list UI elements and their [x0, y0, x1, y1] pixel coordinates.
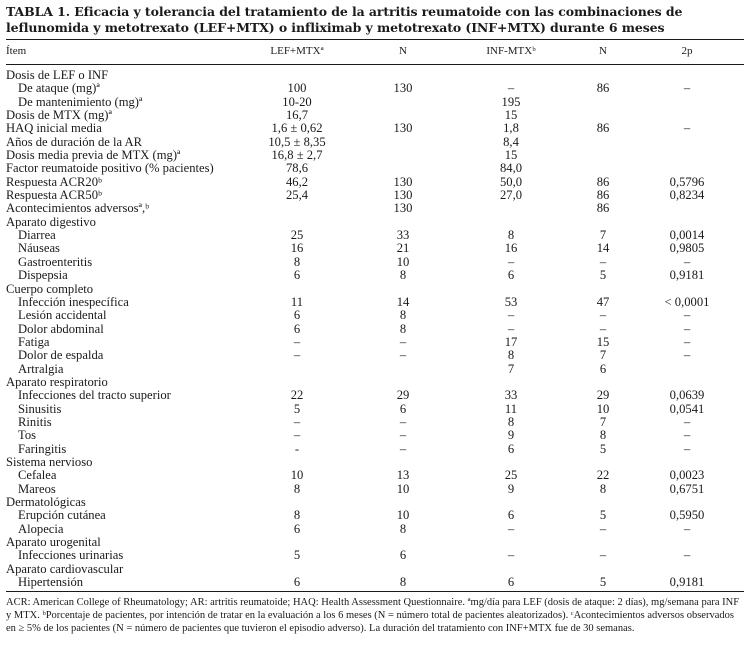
row-label: Factor reumatoide positivo (% pacientes)	[6, 161, 214, 176]
row-label: Dolor abdominal	[18, 321, 104, 336]
table-row	[6, 363, 744, 376]
row-cell	[234, 456, 360, 469]
table-row	[6, 96, 744, 109]
row-cell: 84,0	[499, 161, 523, 176]
row-cell: 22	[290, 388, 304, 403]
row-cell: 8	[507, 414, 515, 429]
row-cell: 33	[396, 228, 410, 243]
document-page	[6, 0, 744, 656]
row-label: Sinusitis	[18, 401, 62, 416]
table-body	[6, 65, 744, 590]
row-cell: 5	[293, 401, 301, 416]
row-cell: 15	[596, 334, 610, 349]
header-inf-mtx: INF-MTXᵇ	[486, 45, 536, 57]
row-cell	[576, 376, 630, 389]
row-cell	[234, 363, 360, 376]
row-cell	[360, 109, 446, 122]
row-cell: –	[293, 334, 301, 349]
row-cell: 16	[290, 241, 304, 256]
row-cell: 27,0	[499, 188, 523, 203]
table-row	[6, 496, 744, 509]
row-cell: 10	[396, 254, 410, 269]
row-cell	[234, 283, 360, 296]
row-cell: 5	[599, 575, 607, 590]
row-cell: 8	[293, 481, 301, 496]
row-cell: 0,9181	[669, 575, 705, 590]
table-row	[6, 549, 744, 562]
header-lef-mtx: LEF+MTXª	[270, 45, 324, 57]
table-row	[6, 122, 744, 135]
row-label: De ataque (mg)ª	[18, 81, 100, 96]
row-cell: 15	[504, 148, 518, 163]
row-cell: 16,7	[285, 108, 309, 123]
row-cell	[576, 109, 630, 122]
row-cell: 17	[504, 334, 518, 349]
row-label: Erupción cutánea	[18, 508, 106, 523]
row-cell: 7	[599, 228, 607, 243]
row-cell: 14	[396, 294, 410, 309]
table-row	[6, 109, 744, 122]
row-label: Respuesta ACR20ᵇ	[6, 174, 102, 189]
table-row	[6, 576, 744, 589]
row-cell: 6	[507, 508, 515, 523]
row-cell: –	[507, 81, 515, 96]
table-row	[6, 483, 744, 496]
row-cell: 8	[399, 521, 407, 536]
table-row	[6, 429, 744, 442]
row-label: De mantenimiento (mg)ª	[18, 94, 143, 109]
row-cell	[630, 109, 744, 122]
table-row	[6, 536, 744, 549]
row-label: Diarrea	[18, 228, 56, 243]
row-cell	[446, 456, 576, 469]
row-cell: –	[599, 548, 607, 563]
row-cell: –	[683, 334, 691, 349]
row-cell: 8,4	[503, 134, 519, 149]
footnote-text: ACR: American College of Rheumatology; AR: artritis reumatoide; HAQ: Health Assessment Questionnaire. ªmg/día para LEF (dosis de ataque: 2 días), mg/semana para INF y MTX. ᵇPorcentaje de pacientes, por intención de tratar en la evaluación a los 6 meses (N = número total de pacientes aleatorizados). ᶜAcontecimientos adversos observados en ≥ 5% de los pacientes (N = número de pacientes que tuvieron el episodio adverso). La duración del tratamiento con INF+MTX fue de 30 semanas.	[6, 597, 740, 635]
row-cell: 0,9805	[669, 241, 705, 256]
table-row	[6, 189, 744, 202]
table-row	[6, 136, 744, 149]
row-label: Rinitis	[18, 414, 52, 429]
row-cell: 0,6751	[669, 481, 705, 496]
table-row	[6, 242, 744, 255]
row-cell: 100	[287, 81, 307, 96]
table-row	[6, 323, 744, 336]
row-cell: < 0,0001	[664, 294, 710, 309]
row-cell: –	[507, 308, 515, 323]
row-cell: 47	[596, 294, 610, 309]
row-cell: 9	[507, 481, 515, 496]
row-cell	[630, 136, 744, 149]
row-cell	[446, 216, 576, 229]
row-cell	[446, 202, 576, 215]
row-cell: 0,0541	[669, 401, 705, 416]
row-cell: 8	[399, 321, 407, 336]
row-label: HAQ inicial media	[6, 121, 102, 136]
row-cell	[360, 563, 446, 576]
table-row	[6, 82, 744, 95]
row-cell: 8	[507, 228, 515, 243]
table-row	[6, 202, 744, 215]
row-cell: 0,0023	[669, 468, 705, 483]
row-cell: 16,8 ± 2,7	[271, 148, 323, 163]
row-cell: 0,5950	[669, 508, 705, 523]
row-cell: 86	[596, 174, 610, 189]
row-label: Acontecimientos adversosª,ᵇ	[6, 201, 150, 216]
row-cell	[630, 149, 744, 162]
row-cell: 6	[399, 548, 407, 563]
row-cell: –	[399, 441, 407, 456]
row-cell: 6	[293, 321, 301, 336]
row-cell	[234, 202, 360, 215]
table-row	[6, 269, 744, 282]
row-cell: 0,0639	[669, 388, 705, 403]
row-cell	[576, 136, 630, 149]
row-cell: 29	[396, 388, 410, 403]
header-item: Ítem	[6, 45, 27, 57]
row-cell: 8	[399, 308, 407, 323]
table-row	[6, 456, 744, 469]
row-cell	[446, 376, 576, 389]
row-cell: 0,0014	[669, 228, 705, 243]
row-cell	[576, 162, 630, 175]
row-label: Mareos	[18, 481, 56, 496]
row-cell: –	[599, 254, 607, 269]
row-cell: 5	[293, 548, 301, 563]
row-cell: 10	[290, 468, 304, 483]
row-cell: –	[683, 414, 691, 429]
row-cell: –	[399, 348, 407, 363]
row-cell: –	[293, 348, 301, 363]
row-label: Aparato digestivo	[6, 214, 96, 229]
row-label: Respuesta ACR50ᵇ	[6, 188, 102, 203]
row-label: Cuerpo completo	[6, 281, 94, 296]
row-label: Dolor de espalda	[18, 348, 104, 363]
row-label: Infecciones del tracto superior	[18, 388, 171, 403]
row-cell: -	[294, 441, 300, 456]
row-label: Náuseas	[18, 241, 60, 256]
row-cell	[576, 149, 630, 162]
row-cell	[630, 202, 744, 215]
row-cell: 22	[596, 468, 610, 483]
row-cell	[446, 283, 576, 296]
row-cell: 9	[507, 428, 515, 443]
row-cell	[630, 65, 744, 83]
row-cell	[360, 162, 446, 175]
header-row	[6, 40, 744, 65]
row-cell	[630, 363, 744, 376]
row-label: Fatiga	[18, 334, 50, 349]
row-cell: 25,4	[285, 188, 309, 203]
row-cell	[630, 563, 744, 576]
row-cell: 5	[599, 508, 607, 523]
row-cell: 5	[599, 268, 607, 283]
row-cell: –	[683, 81, 691, 96]
row-cell: 25	[504, 468, 518, 483]
row-cell: 10	[596, 401, 610, 416]
row-cell	[360, 456, 446, 469]
header-2p: 2p	[681, 45, 693, 57]
table-row	[6, 149, 744, 162]
row-cell	[234, 216, 360, 229]
row-cell: 11	[504, 401, 518, 416]
row-cell: 8	[399, 575, 407, 590]
row-cell: 10-20	[282, 94, 312, 109]
row-label: Dispepsia	[18, 268, 68, 283]
header-n-lef: N	[399, 45, 407, 57]
row-cell: –	[683, 321, 691, 336]
row-label: Años de duración de la AR	[6, 134, 143, 149]
table-row	[6, 509, 744, 522]
table-row	[6, 563, 744, 576]
row-cell	[576, 496, 630, 509]
row-cell: 130	[393, 81, 413, 96]
row-cell: 46,2	[285, 174, 309, 189]
row-cell	[446, 563, 576, 576]
row-cell: 86	[596, 188, 610, 203]
row-cell	[576, 536, 630, 549]
row-cell: –	[599, 321, 607, 336]
row-label: Aparato cardiovascular	[6, 561, 124, 576]
table-row	[6, 336, 744, 349]
row-cell	[234, 536, 360, 549]
row-cell: –	[683, 254, 691, 269]
row-label: Artralgia	[18, 361, 64, 376]
row-cell	[630, 536, 744, 549]
row-cell	[576, 65, 630, 83]
row-cell	[360, 363, 446, 376]
row-cell: 7	[599, 414, 607, 429]
row-cell: 1,8	[503, 121, 519, 136]
row-cell	[446, 536, 576, 549]
row-cell	[576, 283, 630, 296]
table-row	[6, 349, 744, 362]
row-cell	[360, 96, 446, 109]
row-label: Dosis media previa de MTX (mg)ª	[6, 148, 181, 163]
row-cell: –	[293, 428, 301, 443]
row-cell	[630, 496, 744, 509]
row-cell	[360, 149, 446, 162]
row-cell	[234, 65, 360, 83]
row-cell: 6	[507, 441, 515, 456]
table-title: TABLA 1. Eficacia y tolerancia del tratamiento de la artritis reumatoide con las combinaciones de leflunomida y metotrexato (LEF+MTX) o infliximab y metotrexato (INF+MTX) durante 6 meses	[6, 4, 683, 35]
row-cell: 6	[507, 575, 515, 590]
row-cell: 195	[501, 94, 521, 109]
table-row	[6, 523, 744, 536]
row-cell: –	[683, 548, 691, 563]
row-cell: 8	[293, 508, 301, 523]
row-cell: –	[507, 321, 515, 336]
row-cell: –	[399, 428, 407, 443]
row-cell: –	[399, 414, 407, 429]
row-cell: 1,6 ± 0,62	[271, 121, 323, 136]
row-label: Infecciones urinarias	[18, 548, 124, 563]
row-label: Cefalea	[18, 468, 57, 483]
footnote	[6, 592, 744, 635]
row-cell: 130	[393, 174, 413, 189]
row-cell: 6	[293, 575, 301, 590]
data-table	[6, 40, 744, 589]
row-cell: 8	[599, 428, 607, 443]
table-row	[6, 229, 744, 242]
table-row	[6, 309, 744, 322]
row-cell	[630, 96, 744, 109]
row-cell	[360, 283, 446, 296]
row-cell	[360, 536, 446, 549]
row-cell: –	[683, 121, 691, 136]
row-label: Lesión accidental	[18, 308, 107, 323]
table-row	[6, 216, 744, 229]
row-label: Aparato urogenital	[6, 535, 101, 550]
row-label: Aparato respiratorio	[6, 374, 108, 389]
row-cell	[446, 65, 576, 83]
header-n-inf: N	[599, 45, 607, 57]
row-cell: 50,0	[499, 174, 523, 189]
row-cell: 6	[399, 401, 407, 416]
table-row	[6, 389, 744, 402]
row-cell: 10,5 ± 8,35	[268, 134, 326, 149]
table-row	[6, 256, 744, 269]
row-cell: 21	[396, 241, 410, 256]
row-cell: 29	[596, 388, 610, 403]
table-row	[6, 283, 744, 296]
row-cell: 10	[396, 481, 410, 496]
row-cell	[234, 563, 360, 576]
row-label: Dosis de LEF o INF	[6, 68, 109, 82]
row-cell: 11	[290, 294, 304, 309]
row-cell: 10	[396, 508, 410, 523]
row-cell	[630, 216, 744, 229]
row-cell: 6	[599, 361, 607, 376]
table-row	[6, 65, 744, 83]
row-cell: 130	[393, 121, 413, 136]
row-cell: 15	[504, 108, 518, 123]
table-row	[6, 403, 744, 416]
row-cell	[630, 456, 744, 469]
row-cell	[576, 563, 630, 576]
row-cell: 0,5796	[669, 174, 705, 189]
row-label: Dermatológicas	[6, 495, 86, 509]
row-cell: 86	[596, 201, 610, 216]
row-cell	[576, 96, 630, 109]
row-cell: 53	[504, 294, 518, 309]
row-cell	[360, 65, 446, 83]
row-cell: –	[293, 414, 301, 429]
row-label: Dosis de MTX (mg)ª	[6, 108, 112, 123]
row-cell: 13	[396, 468, 410, 483]
row-cell	[234, 496, 360, 509]
row-cell	[446, 496, 576, 509]
table-row	[6, 469, 744, 482]
row-cell	[234, 376, 360, 389]
table-row	[6, 162, 744, 175]
row-cell: 7	[599, 348, 607, 363]
row-cell: 8	[293, 254, 301, 269]
row-cell: 6	[293, 268, 301, 283]
row-cell: 0,8234	[669, 188, 705, 203]
row-cell: 0,9181	[669, 268, 705, 283]
row-label: Infección inespecífica	[18, 294, 129, 309]
table-row	[6, 416, 744, 429]
row-cell: 33	[504, 388, 518, 403]
row-cell: 16	[504, 241, 518, 256]
table-row	[6, 176, 744, 189]
row-cell: –	[683, 441, 691, 456]
row-cell: 7	[507, 361, 515, 376]
row-label: Alopecia	[18, 521, 64, 536]
row-label: Sistema nervioso	[6, 454, 93, 469]
row-cell	[576, 456, 630, 469]
row-cell: 6	[293, 521, 301, 536]
row-cell	[360, 376, 446, 389]
row-cell: 8	[399, 268, 407, 283]
row-cell: –	[683, 308, 691, 323]
row-cell: 25	[290, 228, 304, 243]
row-cell	[360, 496, 446, 509]
row-label: Faringitis	[18, 441, 67, 456]
row-cell	[360, 216, 446, 229]
row-cell: –	[399, 334, 407, 349]
row-cell: 8	[599, 481, 607, 496]
row-cell	[630, 283, 744, 296]
row-cell: –	[507, 521, 515, 536]
row-cell: –	[683, 428, 691, 443]
row-cell: 130	[393, 201, 413, 216]
row-cell: 6	[507, 268, 515, 283]
table-row	[6, 296, 744, 309]
row-cell: 86	[596, 121, 610, 136]
row-cell: 6	[293, 308, 301, 323]
row-cell: 8	[507, 348, 515, 363]
row-cell: 5	[599, 441, 607, 456]
row-cell: 130	[393, 188, 413, 203]
row-label: Tos	[18, 428, 37, 443]
row-cell: 86	[596, 81, 610, 96]
row-cell	[576, 216, 630, 229]
row-cell	[630, 376, 744, 389]
row-cell	[360, 136, 446, 149]
row-cell: –	[507, 254, 515, 269]
row-cell: –	[599, 521, 607, 536]
row-cell: 78,6	[285, 161, 309, 176]
table-row	[6, 443, 744, 456]
row-cell: –	[599, 308, 607, 323]
row-cell: 14	[596, 241, 610, 256]
row-label: Gastroenteritis	[18, 254, 93, 269]
row-cell: –	[683, 348, 691, 363]
table-row	[6, 376, 744, 389]
row-cell	[630, 162, 744, 175]
row-cell: –	[507, 548, 515, 563]
row-cell: –	[683, 521, 691, 536]
row-label: Hipertensión	[18, 575, 84, 590]
